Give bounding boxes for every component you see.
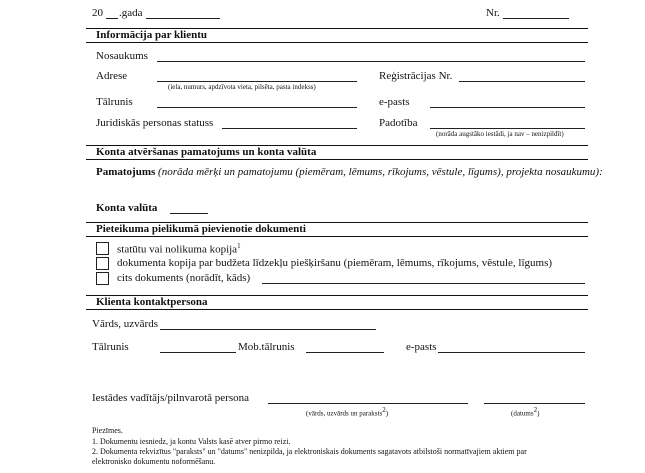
legal-status-field[interactable]	[222, 128, 357, 129]
number-label: Nr.	[486, 7, 500, 19]
reg-no-label: Reģistrācijas Nr.	[379, 70, 453, 82]
address-field[interactable]	[157, 81, 357, 82]
doc-checkbox-budget[interactable]	[96, 257, 109, 270]
subordination-hint: (norāda augstāko iestādi, ja nav – nenizpildīt)	[436, 130, 564, 138]
note-1: 1. Dokumentu iesniedz, ja kontu Valsts kasē atver pirmo reizi.	[92, 437, 291, 446]
other-doc-field[interactable]	[262, 283, 585, 284]
doc-item-statutes-note: 1	[237, 242, 241, 250]
doc-item-statutes-text: statūtu vai nolikuma kopija	[117, 243, 238, 256]
contact-section-title: Klienta kontaktpersona	[96, 296, 208, 308]
address-hint: (iela, numurs, apdzīvota vieta, pilsēta, pasta indekss)	[168, 83, 316, 91]
contact-email-label: e-pasts	[406, 341, 437, 353]
email-label: e-pasts	[379, 96, 410, 108]
account-basis-section-title: Konta atvēršanas pamatojums un konta valūta	[96, 146, 317, 158]
phone-field[interactable]	[157, 107, 357, 108]
email-field[interactable]	[430, 107, 585, 108]
number-line[interactable]	[503, 18, 569, 19]
reg-no-field[interactable]	[459, 81, 585, 82]
contact-mobile-field[interactable]	[306, 352, 384, 353]
contact-name-label: Vārds, uzvārds	[92, 318, 158, 330]
date-hint: (datums$^2$)	[511, 406, 540, 418]
doc-item-other: cits dokuments (norādīt, kāds)	[117, 272, 251, 284]
documents-section-title: Pieteikuma pielikumā pievienotie dokumenti	[96, 223, 306, 235]
basis-line	[96, 166, 603, 178]
doc-checkbox-other[interactable]	[96, 272, 109, 285]
signature-date-field[interactable]	[484, 403, 585, 404]
subordination-label: Padotība	[379, 117, 418, 129]
doc-item-budget: dokumenta kopija par budžeta līdzekļu piešķiršanu (piemēram, lēmums, rīkojums, vēstule, līgums)	[117, 257, 553, 269]
contact-name-field[interactable]	[160, 329, 376, 330]
doc-checkbox-statutes[interactable]	[96, 242, 109, 255]
basis-hint: (norāda mērķi un pamatojumu (piemēram, lēmums, rīkojums, vēstule, līgums), projekta nosaukumu):	[158, 166, 603, 178]
client-info-section-title: Informācija par klientu	[96, 29, 208, 41]
legal-status-label: Juridiskās personas statuss	[96, 117, 214, 129]
name-field[interactable]	[157, 61, 585, 62]
currency-label: Konta valūta	[96, 202, 158, 214]
documents-section-header	[86, 222, 588, 237]
account-basis-section-header	[86, 145, 588, 160]
contact-mobile-label: Mob.tālrunis	[238, 341, 295, 353]
signature-field[interactable]	[268, 403, 468, 404]
contact-phone-field[interactable]	[160, 352, 236, 353]
basis-label: Pamatojums	[96, 166, 156, 178]
client-info-section-header	[86, 28, 588, 43]
date-prefix: 20	[92, 7, 103, 19]
signature-hint-note: 2	[382, 406, 386, 414]
phone-label: Tālrunis	[96, 96, 133, 108]
date-line[interactable]	[146, 18, 220, 19]
note-2: 2. Dokumenta rekvizītus "paraksts" un "datums" nenizpilda, ja elektroniskais dokuments sagatavots atbilstoši normatīvajiem aktiem par	[92, 447, 527, 456]
name-label: Nosaukums	[96, 50, 148, 62]
date-suffix: .gada	[119, 7, 143, 19]
address-label: Adrese	[96, 70, 128, 82]
contact-email-field[interactable]	[438, 352, 585, 353]
head-label: Iestādes vadītājs/pilnvarotā persona	[92, 392, 250, 404]
note-2-continued: elektronisko dokumentu noformēšanu.	[92, 457, 216, 466]
subordination-field[interactable]	[430, 128, 585, 129]
doc-item-statutes	[117, 242, 241, 256]
signature-hint-text: (vārds, uzvārds un paraksts	[306, 409, 383, 418]
currency-field[interactable]	[170, 213, 208, 214]
date-hint-note: 2	[533, 406, 538, 414]
signature-hint: (vārds, uzvārds un paraksts$^2$)	[306, 406, 389, 418]
date-hint-text: (datums	[511, 409, 534, 418]
contact-phone-label: Tālrunis	[92, 341, 129, 353]
contact-section-header	[86, 295, 588, 310]
date-year-line[interactable]	[106, 18, 118, 19]
notes-title: Piezīmes.	[92, 426, 123, 435]
